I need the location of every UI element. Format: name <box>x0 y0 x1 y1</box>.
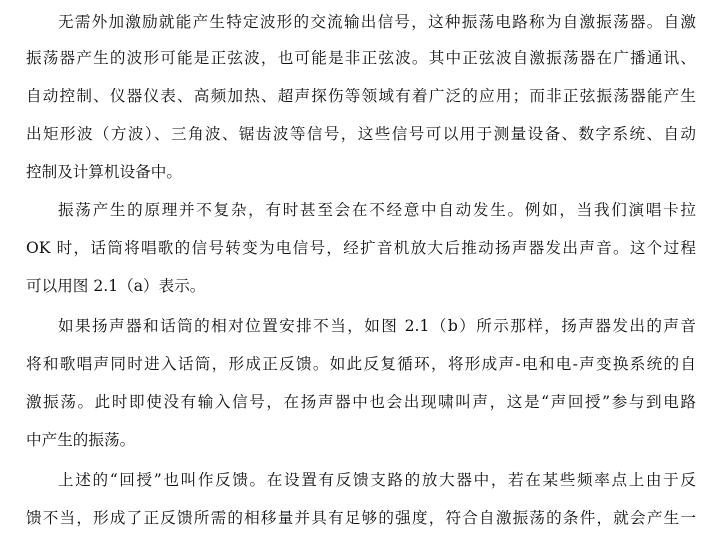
text-line: 中产生的振荡。 <box>26 431 136 449</box>
text-line: 无需外加激励就能产生特定波形的交流输出信号，这种振荡电路称为自激振荡器。自激 <box>58 13 696 31</box>
text-line: 上述的“回授”也叫作反馈。在设置有反馈支路的放大器中，若在某些频率点上由于反 <box>58 471 696 489</box>
text-line: 振荡器产生的波形可能是正弦波，也可能是非正弦波。其中正弦波自激振荡器在广播通讯、 <box>26 49 696 67</box>
text-line: 如果扬声器和话筒的相对位置安排不当，如图 2.1（b）所示那样，扬声器发出的声音 <box>58 317 696 335</box>
text-line: 自动控制、仪器仪表、高频加热、超声探伤等领域有着广泛的应用；而非正弦振荡器能产生 <box>26 87 696 105</box>
text-line: 振荡产生的原理并不复杂，有时甚至会在不经意中自动发生。例如，当我们演唱卡拉 <box>58 201 696 219</box>
text-line: 控制及计算机设备中。 <box>26 163 182 181</box>
text-line: 可以用图 2.1（a）表示。 <box>26 277 206 295</box>
text-line: OK 时，话筒将唱歌的信号转变为电信号，经扩音机放大后推动扬声器发出声音。这个过程 <box>26 239 696 257</box>
text-line: 将和歌唱声同时进入话筒，形成正反馈。如此反复循环，将形成声-电和电-声变换系统的自 <box>26 355 696 373</box>
text-line: 出矩形波（方波）、三角波、锯齿波等信号，这些信号可以用于测量设备、数字系统、自动 <box>26 125 696 143</box>
text-line: 激振荡。此时即使没有输入信号，在扬声器中也会出现啸叫声，这是“声回授”参与到电路 <box>26 393 696 411</box>
text-line: 馈不当，形成了正反馈所需的相移量并具有足够的强度，符合自激振荡的条件，就会产生一 <box>26 509 696 527</box>
